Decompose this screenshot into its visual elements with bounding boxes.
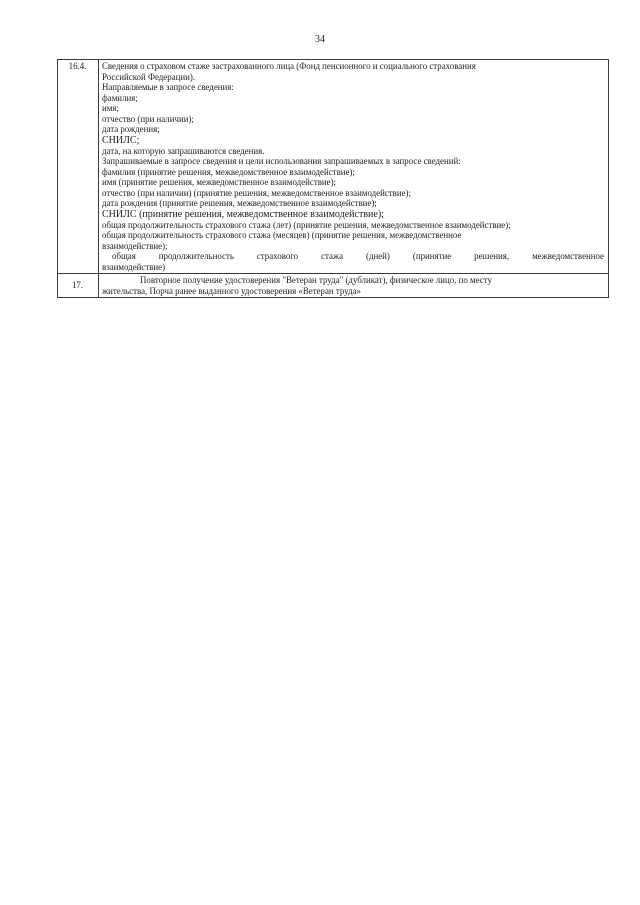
row-number: 17. xyxy=(58,274,99,298)
text-line: общая продолжительность страхового стажа (месяцев) (принятие решения, межведомственное xyxy=(102,230,462,240)
text-line: Повторное получение удостоверения "Ветеран труда" (дубликат), физическое лицо, по месту xyxy=(140,275,492,285)
text-line: фамилия (принятие решения, межведомственное взаимодействие); xyxy=(102,166,355,177)
text-line: взаимодействие); xyxy=(102,240,168,251)
text-line: общая продолжительность страхового стажа (дней) (принятие решения, межведомственное xyxy=(112,251,604,261)
text-line: взаимодействие) xyxy=(102,261,166,272)
text-line: имя (принятие решения, межведомственное взаимодействие); xyxy=(102,177,336,187)
text-line: отчество (при наличии); xyxy=(102,113,194,124)
text-line: дата рождения; xyxy=(102,124,160,134)
text-line: Направляемые в запросе сведения: xyxy=(102,82,234,92)
text-line: дата, на которую запрашиваются сведения. xyxy=(102,145,265,156)
services-table xyxy=(57,59,609,298)
text-line: общая продолжительность страхового стажа (лет) (принятие решения, межведомственное взаимодействие); xyxy=(102,219,511,230)
table-row xyxy=(58,274,609,298)
table-row xyxy=(58,60,609,274)
row-content xyxy=(99,60,609,274)
text-line: дата рождения (принятие решения, межведомственное взаимодействие); xyxy=(102,198,377,208)
text-line: имя; xyxy=(102,103,119,113)
text-line: Сведения о страховом стаже застрахованного лица (Фонд пенсионного и социального страхования xyxy=(102,61,476,71)
row-number: 16.4. xyxy=(58,60,99,274)
text-line: Российской Федерации). xyxy=(102,71,196,82)
text-line: Запрашиваемые в запросе сведения и цели использования запрашиваемых в запросе сведений: xyxy=(102,156,461,166)
text-line: отчество (при наличии) (принятие решения, межведомственное взаимодействие); xyxy=(102,187,411,198)
page-number: 34 xyxy=(315,34,325,45)
text-line: СНИЛС (принятие решения, межведомственное взаимодействие); xyxy=(102,208,384,220)
text-line: жительства, Порча ранее выданного удостоверения «Ветеран труда» xyxy=(102,285,361,296)
text-line: СНИЛС; xyxy=(102,134,140,146)
text-line: фамилия; xyxy=(102,92,138,103)
row-content xyxy=(99,274,609,298)
